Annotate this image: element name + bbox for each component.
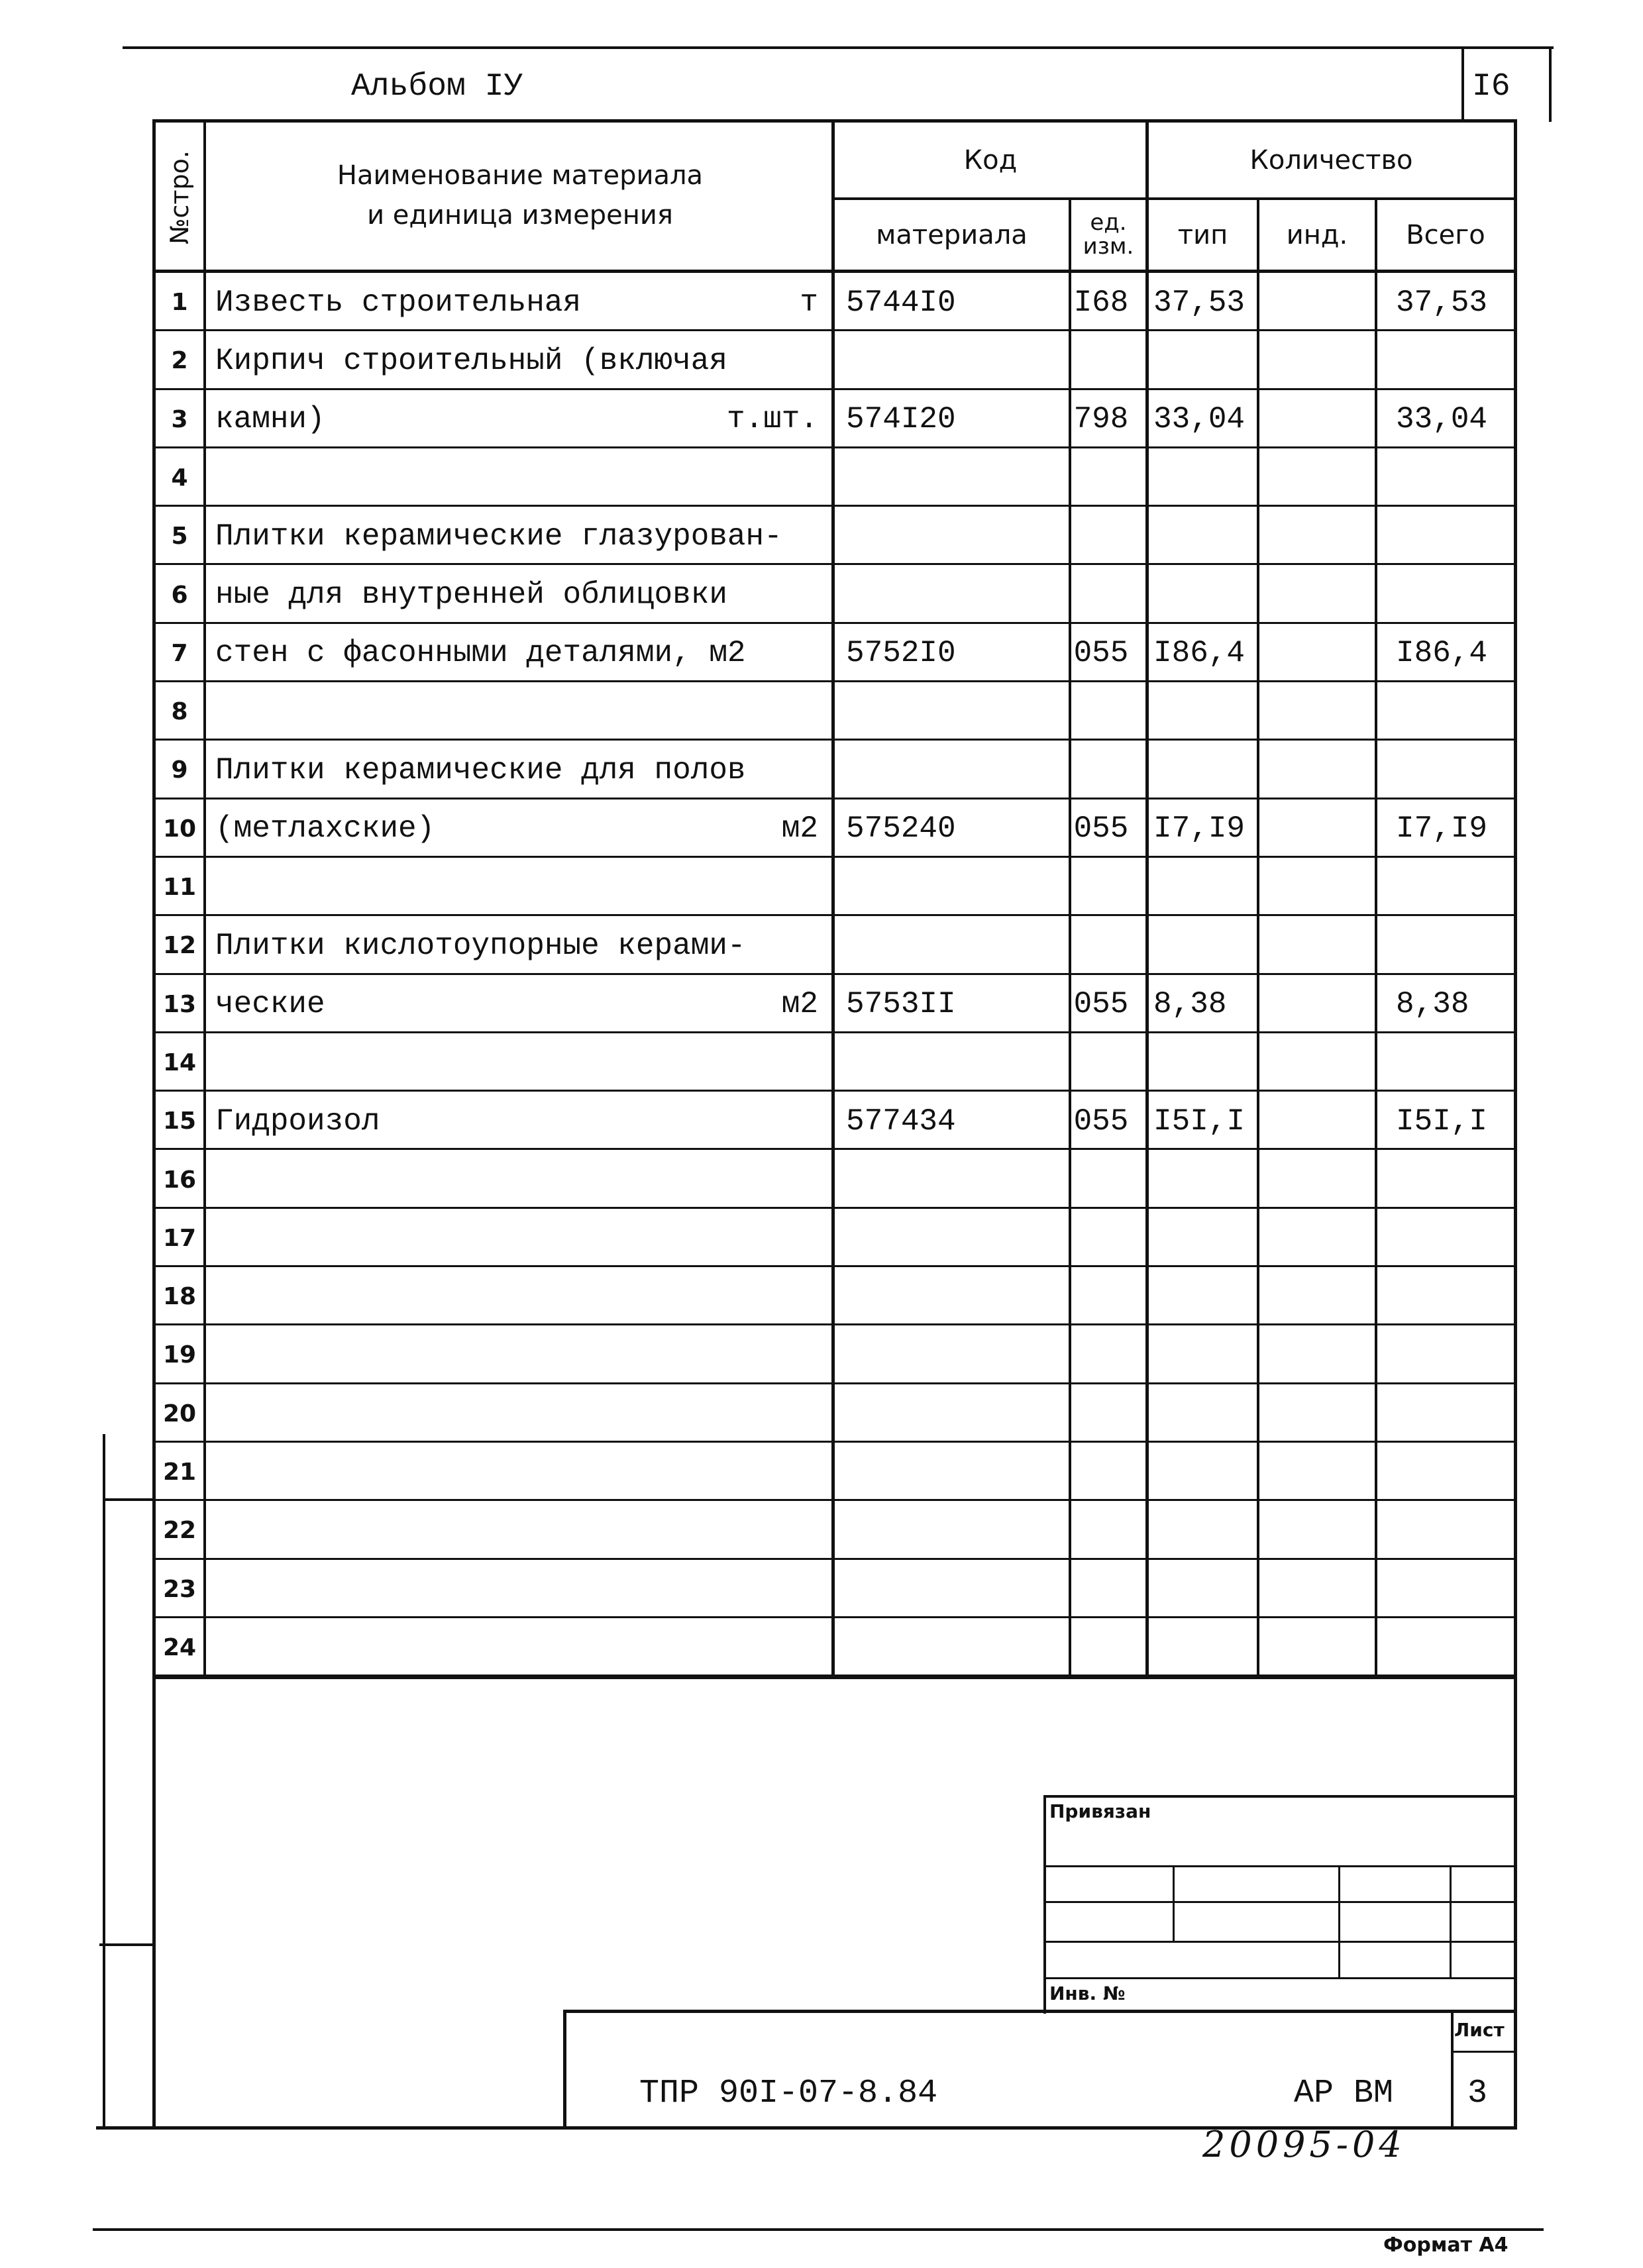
table-row [156,390,1514,449]
unit-code [1062,1560,1140,1619]
quantity-total [1381,916,1528,975]
sheet-number: 3 [1467,2075,1488,2112]
unit-code: 055 [1073,811,1129,847]
quantity-total [1381,331,1528,390]
material-name: Кирпич строительный (включая [215,343,727,378]
material-unit: т [800,285,818,320]
unit-code [1062,1325,1140,1384]
sheet-box-divider [1451,2051,1515,2053]
stamp-row-2 [1043,1901,1515,1903]
quantity-type [1152,858,1258,917]
material-code: 575240 [846,811,956,847]
material-code: 5752I0 [846,636,956,671]
unit-code [1062,331,1140,390]
table-row [156,1325,1514,1384]
name-header-line2: и единица измерения [367,200,673,231]
material-name: камни) [215,402,325,437]
row-number: 8 [171,698,188,726]
row-number: 14 [162,1049,197,1076]
quantity-type: I7,I9 [1153,811,1246,847]
handwritten-number: 20095-04 [1202,2124,1406,2165]
document-code: ТПР 90I-07-8.84 [639,2075,938,2112]
material-name-cell [215,624,825,683]
quantity-type [1152,1443,1258,1502]
material-code [845,1501,1045,1560]
quantity-ind [1263,858,1369,917]
unit-code [1062,507,1140,566]
quantity-type [1152,1033,1258,1092]
unit-code: I68 [1073,285,1129,320]
material-name-cell [215,390,825,449]
table-row [156,858,1514,917]
quantity-ind [1263,448,1369,507]
unit-code [1062,566,1140,625]
quantity-type [1152,682,1258,741]
quantity-ind [1263,741,1369,799]
unit-code: 055 [1073,987,1129,1022]
row-number: 15 [162,1108,197,1135]
row-number: 19 [162,1341,197,1369]
material-code [845,1267,1045,1326]
row-number: 10 [162,815,197,843]
row-number: 7 [171,639,188,667]
material-name-cell [215,1501,825,1560]
quantity-type [1152,1501,1258,1560]
quantity-ind [1263,1443,1369,1502]
material-name-cell [215,1560,825,1619]
quantity-total: I7,I9 [1396,811,1488,847]
quantity-ind [1263,1501,1369,1560]
quantity-type [1152,1267,1258,1326]
table-row [156,1151,1514,1210]
material-name-cell [215,566,825,625]
unit-code [1062,1501,1140,1560]
stamp-col-1 [1173,1865,1175,1941]
quantity-ind [1263,1384,1369,1443]
quantity-total [1381,566,1528,625]
quantity-ind [1263,273,1369,332]
code-unit-header-line2: изм. [1083,232,1134,260]
quantity-type [1152,916,1258,975]
table-row [156,1443,1514,1502]
unit-code [1062,1151,1140,1210]
material-code [845,1209,1045,1268]
material-code: 5744I0 [846,285,956,320]
header-top-line [123,46,1554,49]
material-name: стен с фасонными деталями, м2 [215,636,746,671]
quantity-ind [1263,1618,1369,1677]
quantity-total [1381,1618,1528,1677]
footer-line [93,2228,1544,2231]
stamp-col-3 [1450,1865,1452,1979]
table-row [156,507,1514,566]
quantity-total [1381,507,1528,566]
unit-code: 055 [1073,1104,1129,1139]
quantity-ind [1263,1325,1369,1384]
code-unit-header-line1: ед. [1090,209,1127,236]
table-row [156,1501,1514,1560]
quantity-total [1381,1267,1528,1326]
material-name: Известь строительная [215,285,582,320]
table-row [156,448,1514,507]
material-code [845,1384,1045,1443]
quantity-type [1152,1618,1258,1677]
material-code [845,1325,1045,1384]
page-box-right [1549,48,1552,122]
row-number: 16 [162,1166,197,1194]
table-row [156,1618,1514,1677]
section-code: АР ВМ [1294,2075,1394,2112]
quantity-total: 8,38 [1396,987,1469,1022]
bound-label: Привязан [1049,1800,1151,1822]
titleblock-top [563,2010,1515,2013]
row-number-header: №стро. [165,150,194,244]
table-row [156,331,1514,390]
margin-tick-1 [103,1498,154,1501]
material-code [845,1033,1045,1092]
quantity-total [1381,1384,1528,1443]
quantity-type [1152,741,1258,799]
material-name-cell [215,273,825,332]
quantity-ind [1263,799,1369,858]
material-code [845,858,1045,917]
material-name-cell [215,1384,825,1443]
sheet-label: Лист [1454,2019,1505,2041]
material-code [845,1443,1045,1502]
row-number: 9 [171,756,188,784]
quantity-total [1381,682,1528,741]
quantity-total [1381,1443,1528,1502]
table-row [156,975,1514,1034]
material-code [845,331,1045,390]
quantity-ind [1263,682,1369,741]
table-row [156,273,1514,332]
row-number: 5 [171,523,188,550]
unit-code: 055 [1073,636,1129,671]
materials-table [152,119,1517,1679]
margin-line-left [103,1434,105,2130]
material-name-cell [215,1443,825,1502]
table-row [156,682,1514,741]
material-name-cell [215,1325,825,1384]
quantity-type: 37,53 [1153,285,1246,320]
qty-type-header: тип [1177,219,1228,250]
material-name-cell [215,1267,825,1326]
table-row [156,1209,1514,1268]
quantity-ind [1263,916,1369,975]
quantity-ind [1263,1033,1369,1092]
table-row [156,1033,1514,1092]
table-row [156,916,1514,975]
unit-code [1062,1384,1140,1443]
material-code [845,682,1045,741]
material-name: Плитки кислотоупорные керами- [215,928,746,963]
quantity-total: 33,04 [1396,402,1488,437]
row-number: 13 [162,990,197,1018]
page-number: I6 [1472,69,1510,105]
quantity-type [1152,1151,1258,1210]
format-label: Формат А4 [1383,2234,1509,2257]
unit-code [1062,1443,1140,1502]
quantity-type [1152,1560,1258,1619]
code-unit-header [1071,200,1145,270]
quantity-total [1381,1325,1528,1384]
code-material-header: материала [876,219,1028,250]
material-name: ческие [215,987,325,1022]
quantity-type: 8,38 [1153,987,1227,1022]
album-label: Альбом IУ [351,69,523,105]
quantity-ind [1263,1560,1369,1619]
material-name-cell [215,682,825,741]
quantity-type: 33,04 [1153,402,1246,437]
unit-code [1062,858,1140,917]
quantity-type [1152,331,1258,390]
table-row [156,1092,1514,1151]
quantity-type [1152,1384,1258,1443]
row-number: 6 [171,581,188,609]
stamp-top [1043,1795,1515,1798]
material-code: 577434 [846,1104,956,1139]
material-name-cell [215,1618,825,1677]
quantity-total [1381,1560,1528,1619]
quantity-ind [1263,390,1369,449]
material-code [845,448,1045,507]
quantity-type [1152,1209,1258,1268]
page-box-left [1461,48,1464,122]
qty-total-header: Всего [1406,219,1485,250]
material-name-cell [215,975,825,1034]
unit-code [1062,741,1140,799]
material-code [845,1560,1045,1619]
quantity-total: I5I,I [1396,1104,1488,1139]
code-header: Код [963,144,1018,176]
row-number: 12 [162,932,197,960]
inv-label: Инв. № [1049,1983,1126,2004]
unit-code [1062,1618,1140,1677]
unit-code [1062,1267,1140,1326]
row-number: 21 [162,1459,197,1486]
material-name-cell [215,448,825,507]
quantity-type [1152,566,1258,625]
material-name-cell [215,1209,825,1268]
material-unit: м2 [781,811,818,847]
material-name: Гидроизол [215,1104,380,1139]
material-code [845,1618,1045,1677]
material-code [845,566,1045,625]
material-unit: т.шт. [726,402,818,437]
material-code [845,741,1045,799]
row-number: 3 [171,405,188,433]
quantity-type: I5I,I [1153,1104,1246,1139]
material-name-cell [215,507,825,566]
material-code [845,507,1045,566]
stamp-row-4 [1043,1977,1515,1979]
unit-code [1062,916,1140,975]
quantity-total [1381,1033,1528,1092]
table-row [156,741,1514,799]
quantity-ind [1263,507,1369,566]
unit-code [1062,448,1140,507]
quantity-type [1152,1325,1258,1384]
row-number: 2 [171,347,188,375]
stamp-row-3 [1043,1941,1515,1943]
quantity-type [1152,507,1258,566]
quantity-type [1152,448,1258,507]
quantity-ind [1263,1151,1369,1210]
material-name-cell [215,1033,825,1092]
quantity-header: Количество [1249,144,1413,176]
material-name-cell [215,858,825,917]
quantity-ind [1263,975,1369,1034]
titleblock-left [563,2010,566,2129]
unit-code: 798 [1073,402,1129,437]
material-unit: м2 [781,987,818,1022]
table-row [156,624,1514,683]
quantity-ind [1263,1209,1369,1268]
frame-left [152,1676,156,2130]
quantity-total [1381,448,1528,507]
name-header-line1: Наименование материала [337,160,704,191]
name-header [215,129,825,262]
material-code: 5753II [846,987,956,1022]
quantity-ind [1263,624,1369,683]
unit-code [1062,682,1140,741]
material-name-cell [215,916,825,975]
material-name-cell [215,1151,825,1210]
quantity-total: I86,4 [1396,636,1488,671]
quantity-ind [1263,331,1369,390]
quantity-ind [1263,1267,1369,1326]
qty-ind-header: инд. [1286,219,1348,250]
quantity-ind [1263,566,1369,625]
unit-code [1062,1033,1140,1092]
material-name: Плитки керамические для полов [215,752,746,788]
row-number: 18 [162,1283,197,1311]
quantity-ind [1263,1092,1369,1151]
row-number: 22 [162,1517,197,1545]
quantity-total [1381,741,1528,799]
material-name: (метлахские) [215,811,435,847]
quantity-total [1381,1151,1528,1210]
quantity-total: 37,53 [1396,285,1488,320]
sheet-box-left [1451,2010,1454,2129]
material-name: ные для внутренней облицовки [215,578,727,612]
quantity-total [1381,858,1528,917]
table-row [156,1560,1514,1619]
stamp-left [1043,1795,1046,2014]
margin-tick-2 [99,1943,154,1946]
material-name-cell [215,1092,825,1151]
table-row [156,1384,1514,1443]
row-number: 4 [171,464,188,491]
material-name: Плитки керамические глазурован- [215,519,782,554]
row-number: 17 [162,1224,197,1252]
stamp-row-1 [1043,1865,1515,1867]
row-number: 11 [162,874,197,901]
table-row [156,566,1514,625]
material-code: 574I20 [846,402,956,437]
quantity-total [1381,1209,1528,1268]
row-number: 23 [162,1575,197,1603]
material-name-cell [215,331,825,390]
material-code [845,1151,1045,1210]
material-name-cell [215,799,825,858]
table-row [156,799,1514,858]
row-number: 1 [171,289,188,316]
unit-code [1062,1209,1140,1268]
table-row [156,1267,1514,1326]
stamp-col-2 [1338,1865,1340,1979]
material-code [845,916,1045,975]
material-name-cell [215,741,825,799]
quantity-total [1381,1501,1528,1560]
row-number: 20 [162,1400,197,1427]
quantity-type: I86,4 [1153,636,1246,671]
row-number: 24 [162,1633,197,1661]
